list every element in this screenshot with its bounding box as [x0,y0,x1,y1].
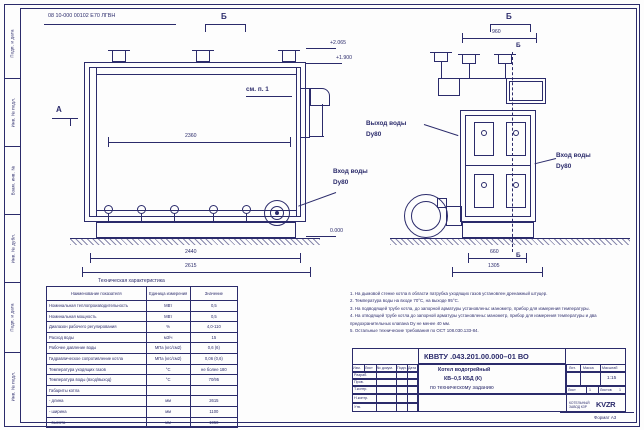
elev-mark-3: 0.000 [330,228,343,234]
object-line-2: КВ–0,5 КБД (К) [444,376,482,382]
spec-cell-unit: °С [146,375,190,386]
top-nozzle-3 [282,50,296,62]
dim-2615: 2615 [185,263,197,269]
spec-row [47,301,238,312]
note-item: 4. На отводящей трубе котла до запорной арматуры установлены: манометр, прибор для измерения температуры и два предохранительных клапана Dy не менее 40 мм. [350,313,597,326]
support-stem-3 [174,213,175,222]
left-flue-nozzle-flange [430,52,452,53]
spec-cell-name: - длина [47,396,147,407]
doc-code: КВВТУ .043.201.00.000–01 ВО [424,352,529,361]
spec-cell-unit: мм [146,417,190,428]
spec-cell-name: Номинальная мощность [47,311,147,322]
dim-660-line [468,258,526,259]
dim-2360-tick-l [108,137,109,147]
role-label: Разраб. [354,373,368,377]
door-handle-3 [513,130,519,136]
support-stem-5 [246,213,247,222]
inspection-door-4 [506,174,526,208]
inspection-door-2 [474,174,494,208]
boiler-side-mid [465,165,531,166]
spec-cell-value: 1950 [190,417,237,428]
spec-cell-value: 4,0-110 [190,322,237,333]
spec-cell-unit: % [146,322,190,333]
spec-cell-unit: м3/ч [146,332,190,343]
lit-head-scale: Масштаб [602,366,618,370]
spec-row [47,322,238,333]
elev-mark-3-line [306,236,336,237]
dim-660-tick-l [468,253,469,263]
left-cell-5 [5,352,20,421]
spec-cell-unit: МВт [146,311,190,322]
floor-hatch [70,239,320,245]
door-handle-4 [513,182,519,188]
spec-header-cell: Значение [190,287,237,301]
callout-inlet-left-dn: Dy80 [333,179,349,186]
spec-cell-name: Расход воды [47,332,147,343]
spec-header-row [47,287,238,301]
flue-duct-vertical [300,88,310,138]
left-cell-label: Инв. № подл. [10,97,15,127]
left-cell-label: Инв. № дубл. [10,233,15,263]
spec-row [47,396,238,407]
dim-2440: 2440 [185,249,197,255]
base-frame [96,222,296,238]
header-code: 08 10-000 00102 E70 ЛГВН [48,13,116,19]
title-block-h-sep-2 [418,394,566,395]
spec-cell-name: - высота [47,417,147,428]
inspection-door-3 [506,122,526,156]
side-top-nozzle-2-flange [494,54,516,55]
company-logo: KVZR [596,400,616,409]
spec-cell-value: 0,5 [190,301,237,312]
title-block-v-sep [418,364,419,412]
inspection-door-1 [474,122,494,156]
spec-cell-name: - ширина [47,406,147,417]
flue-box [438,78,460,96]
role-label: Н.контр. [354,396,369,400]
dim-2440-tick-r [300,253,301,263]
spec-cell-unit: МВт [146,301,190,312]
dim-2440-line [90,258,300,259]
floor-hatch-right [390,239,630,245]
dim-1305: 1305 [488,263,500,269]
spec-cell-name: Диапазон рабочего регулирования [47,322,147,333]
note-item: 1. На дымовой стенке котла в области патрубка уходящих газов установлен дренажный штуцер. [350,291,548,296]
section-mark-bottom: Б [516,252,521,259]
role-label: Т.контр. [354,387,368,391]
view-label-b2: Б [506,12,512,21]
see-item-leader [246,96,292,97]
lit-head-mass: Масса [583,366,594,370]
spec-cell-value: 70/95 [190,375,237,386]
sheets-num: 1 [619,388,621,392]
left-cell-3 [5,214,20,283]
sheet-num: 1 [589,388,591,392]
burner-body [446,206,462,226]
spec-cell-name: Температура воды (вход/выход) [47,375,147,386]
dim-1305-tick-l [452,267,453,277]
note-item: 2. Температура воды на входе 70°С, на выходе 95°С. [350,298,459,304]
left-cell-label: Инв. № подл. [10,371,15,402]
left-flue-nozzle [434,52,448,62]
spec-header-cell: Наименование показателя [47,287,147,301]
spec-cell-value: 0,5 [190,311,237,322]
support-stem-4 [213,213,214,222]
spec-cell-name: Температура уходящих газов [47,364,147,375]
left-cell-label: Подп. и дата [10,302,16,332]
dim-660-tick-r [526,253,527,263]
spec-row [47,311,238,322]
spec-cell-unit: МПа (кгс/см2) [146,343,190,354]
view-b2-tick-r [530,24,531,32]
spec-cell-value: 0,6 (6) [190,343,237,354]
left-cell-label: Подп. и дата [10,28,16,58]
view-b-tick-r [245,24,246,32]
dim-2360-tick-r [290,137,291,147]
spec-row [47,332,238,343]
role-label: Утв. [354,405,362,409]
left-flue-stem [441,62,442,78]
grid-head-podp: Подп. [397,366,407,370]
spec-cell-value: 1100 [190,406,237,417]
view-b2-bar [490,24,530,25]
top-nozzle-2 [196,50,210,62]
spec-cell-name: Рабочее давление воды [47,343,147,354]
spec-cell-unit [146,385,190,396]
left-cell-0 [5,8,20,79]
side-top-nozzle-1 [462,54,476,64]
spec-cell-name: Номинальная теплопроизводительность [47,301,147,312]
spec-cell-value: не более 180 [190,364,237,375]
title-block-frame [352,348,626,412]
spec-header-cell: Единица измерения [146,287,190,301]
dim-2440-tick-l [90,253,91,263]
role-label: Пров. [354,380,364,384]
top-nozzle-3-flange [278,50,300,51]
left-stamp-column [5,8,21,421]
spec-row [47,353,238,364]
spec-row [47,375,238,386]
door-handle-1 [481,130,487,136]
burner-fan [437,198,447,208]
spec-cell-value: 0,06 (0,6) [190,353,237,364]
panel-line-1 [96,67,97,217]
lit-head-lit: Лит. [569,366,576,370]
water-inlet-center [275,211,279,215]
view-b2-tick-l [490,24,491,32]
dim-2615-tick-l [82,267,83,277]
dim-660: 660 [490,249,499,255]
top-nozzle-1-flange [108,50,130,51]
dim-960: 960 [492,29,501,35]
view-a-tick [70,118,71,126]
grid-head-doc: № докум. [377,366,393,370]
flue-elbow [310,88,330,106]
spec-cell-value: 2615 [190,396,237,407]
spec-table-title: Техническая характеристика [98,278,165,284]
view-label-b: Б [221,12,227,21]
left-cell-4 [5,282,20,353]
dim-2360: 2360 [185,133,197,139]
callout-inlet-left: Вход воды [333,168,368,175]
note-item: 3. На подводящей трубе котла, до запорной арматуры установлены: манометр, прибор для измерения температуры. [350,305,590,311]
sheet-label: Лист [568,388,576,392]
left-cell-1 [5,78,20,147]
dim-960-tick-l [462,33,463,43]
title-block-h-sep [352,364,626,365]
grid-head-izm: Изм. [353,366,361,370]
spec-row [47,343,238,354]
top-nozzle-1 [112,50,126,62]
note-item: 5. Остальные технические требования по ОСТ 108.030.133-84. [350,328,479,334]
panel-line-2 [296,67,297,217]
panel-line-3 [96,74,296,75]
top-nozzle-2-flange [192,50,214,51]
spec-cell-unit: °С [146,364,190,375]
object-line-1: Котел водогрейный [438,367,491,373]
spec-cell-value: 15 [190,332,237,343]
flue-duct-bottom [310,136,324,137]
side-top-nozzle-2-stem [505,64,506,78]
object-line-3: по техническому заданию [430,385,494,391]
technical-notes [350,290,625,334]
dim-2615-tick-r [310,267,311,277]
spec-cell-unit: МПа (кгс/см2) [146,353,190,364]
dim-1305-tick-r [542,267,543,277]
scale-value: 1:15 [607,376,617,381]
spec-row [47,406,238,417]
callout-inlet-right: Вход воды [556,152,591,159]
dim-960-line [462,38,536,39]
support-stem-2 [141,213,142,222]
spec-row [47,385,238,396]
format-line [560,412,634,413]
left-cell-label: Взам. инв. № [10,165,16,195]
dim-2360-line [108,142,290,143]
callout-inlet-right-dn: Dy80 [556,163,572,170]
view-b-tick-l [205,24,206,32]
view-label-a: А [56,105,62,114]
side-top-nozzle-1-flange [458,54,480,55]
dim-2615-line [82,272,310,273]
spec-cell-name: Габариты котла [47,385,147,396]
elev-mark-2: +1.900 [336,55,353,61]
grid-head-data: Дата [408,366,416,370]
spec-cell-unit: мм [146,396,190,407]
spec-cell-value [190,385,237,396]
side-top-nozzle-2 [498,54,512,64]
callout-outlet-dn: Dy80 [366,131,382,138]
elev-mark-2-line [306,63,342,64]
sheet-format: Формат А3 [594,415,617,420]
control-cabinet-panel [509,81,543,101]
spec-cell-name: Гидравлическое сопротивление котла [47,353,147,364]
company-name: КОТЕЛЬНЫЙ ЗАВОД КЗР [569,401,590,409]
elev-mark-1-line [306,48,336,49]
elev-mark-1: +2.065 [330,40,347,46]
title-block-v-sep-2 [566,364,567,412]
door-handle-2 [481,182,487,188]
spec-row [47,364,238,375]
spec-row [47,417,238,428]
view-b-bar [205,24,245,25]
spec-cell-unit: мм [146,406,190,417]
sheets-label: Листов [600,388,612,392]
see-item-note: см. п. 1 [246,86,269,93]
header-underline [44,24,176,25]
section-mark-top: Б [516,42,521,49]
side-top-nozzle-1-stem [469,64,470,78]
flue-duct-edge [322,104,323,136]
support-stem-1 [108,213,109,222]
base-frame-right [462,222,534,238]
grid-head-list: Лист [365,366,373,370]
left-cell-2 [5,146,20,215]
spec-table [46,286,238,428]
view-a-bar [52,118,78,119]
dim-960-tick-r [536,33,537,43]
callout-outlet: Выход воды [366,120,407,127]
dim-1305-line [452,272,542,273]
